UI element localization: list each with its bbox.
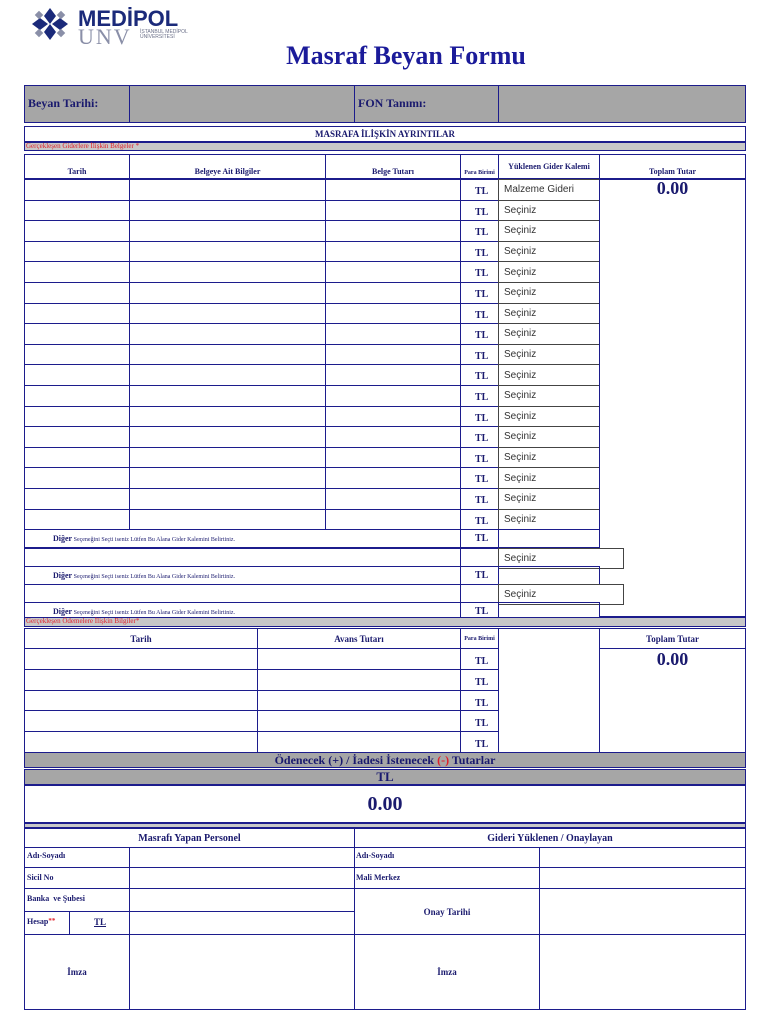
fon-tanimi-label-cell bbox=[354, 85, 499, 123]
expense-amount-cell[interactable] bbox=[325, 447, 461, 469]
payment-currency: TL bbox=[475, 739, 489, 751]
payment-currency: TL bbox=[475, 697, 489, 709]
expense-category-select[interactable]: Seçiniz bbox=[498, 364, 600, 386]
expense-currency: TL bbox=[475, 206, 489, 218]
expense-category-select[interactable]: Seçiniz bbox=[498, 447, 600, 469]
hesap-mark: ** bbox=[48, 917, 56, 925]
expense-currency: TL bbox=[475, 350, 489, 362]
expense-currency: TL bbox=[475, 495, 489, 506]
left-sicil-label: Sicil No bbox=[27, 873, 54, 882]
left-banka-field[interactable] bbox=[129, 888, 355, 912]
expense-date-cell[interactable] bbox=[24, 282, 130, 304]
summary-plus: (+) bbox=[328, 752, 344, 767]
left-imza-label-cell bbox=[24, 934, 130, 1010]
right-mali-field[interactable] bbox=[539, 867, 746, 889]
expense-amount-cell[interactable] bbox=[325, 323, 461, 345]
expense-currency: TL bbox=[475, 433, 489, 445]
expense-currency-cell bbox=[460, 200, 499, 222]
expense-category-select[interactable]: Seçiniz bbox=[498, 261, 600, 283]
expense-currency-cell bbox=[460, 323, 499, 345]
form-title: Masraf Beyan Formu bbox=[286, 41, 526, 70]
summary-minus: (-) bbox=[437, 752, 450, 767]
expense-amount-cell[interactable] bbox=[325, 179, 461, 201]
expense-category-select[interactable]: Seçiniz bbox=[498, 426, 600, 448]
col-para-birimi bbox=[460, 154, 499, 179]
col-gider-kalemi-text: Yüklenen Gider Kalemi bbox=[508, 162, 590, 171]
diger-text: Seçeneğini Seçti iseniz Lütfen Bu Alana Gider Kalemini Belirtiniz. bbox=[72, 573, 236, 580]
expense-info-cell[interactable] bbox=[129, 220, 326, 242]
diger-instruction bbox=[53, 534, 235, 543]
header-row bbox=[24, 85, 746, 123]
col-belge-bilgi bbox=[129, 154, 326, 179]
expense-currency: TL bbox=[475, 247, 489, 259]
expense-info-cell[interactable] bbox=[129, 467, 326, 489]
expense-info-cell[interactable] bbox=[129, 385, 326, 407]
expense-info-cell[interactable] bbox=[129, 344, 326, 366]
diger-instruction bbox=[53, 607, 235, 616]
section2-total-cell bbox=[599, 648, 746, 753]
col-belge-tutari-text: Belge Tutarı bbox=[371, 167, 414, 176]
fon-tanimi-label: FON Tanımı: bbox=[358, 96, 427, 110]
expense-category-select[interactable]: Seçiniz bbox=[498, 467, 600, 489]
expense-amount-cell[interactable] bbox=[325, 282, 461, 304]
diger-blank-cell[interactable] bbox=[498, 566, 600, 585]
expense-currency-cell bbox=[460, 447, 499, 469]
section1-headers bbox=[24, 154, 746, 179]
payment-currency-cell bbox=[460, 669, 499, 691]
diger-currency-cell bbox=[460, 566, 499, 585]
right-sig-title-text: Gideri Yüklenen / Onaylayan bbox=[487, 832, 613, 844]
medipol-logo-icon bbox=[28, 6, 72, 42]
diger-word: Diğer bbox=[53, 534, 73, 544]
expense-currency-cell bbox=[460, 364, 499, 386]
summary-value: 0.00 bbox=[367, 792, 403, 815]
expense-category-select[interactable]: Seçiniz bbox=[498, 406, 600, 428]
summary-title-a: Ödenecek bbox=[274, 752, 329, 767]
expense-info-cell[interactable] bbox=[129, 488, 326, 510]
summary-currency-bar bbox=[24, 769, 746, 785]
expense-currency-cell bbox=[460, 385, 499, 407]
expense-date-cell[interactable] bbox=[24, 200, 130, 222]
expense-info-cell[interactable] bbox=[129, 323, 326, 345]
right-mali-label: Mali Merkez bbox=[356, 873, 401, 882]
diger-instruction bbox=[53, 571, 235, 580]
expense-info-cell[interactable] bbox=[129, 261, 326, 283]
right-imza-field[interactable] bbox=[539, 934, 746, 1010]
summary-title-c: Tutarlar bbox=[449, 752, 496, 767]
expense-info-cell[interactable] bbox=[129, 282, 326, 304]
expense-category-select[interactable]: Seçiniz bbox=[498, 220, 600, 242]
right-imza-label: İmza bbox=[437, 967, 457, 977]
expense-date-cell[interactable] bbox=[24, 323, 130, 345]
diger-word: Diğer bbox=[53, 607, 73, 617]
expense-date-cell[interactable] bbox=[24, 426, 130, 448]
diger-category-select[interactable]: Seçiniz bbox=[498, 584, 624, 605]
col-tarih bbox=[24, 154, 130, 179]
expense-amount-cell[interactable] bbox=[325, 261, 461, 283]
left-hesap-label-cell bbox=[24, 911, 70, 935]
expense-category-select[interactable]: Seçiniz bbox=[498, 509, 600, 531]
expense-currency-cell bbox=[460, 406, 499, 428]
left-imza-label: İmza bbox=[67, 967, 87, 977]
left-sig-title bbox=[24, 828, 355, 848]
col2-para-birimi bbox=[460, 628, 499, 649]
expense-currency-cell bbox=[460, 509, 499, 531]
beyan-tarihi-label-cell bbox=[24, 85, 130, 123]
expense-amount-cell[interactable] bbox=[325, 200, 461, 222]
payment-avans-cell[interactable] bbox=[257, 648, 461, 670]
logo-brand: MEDİPOL bbox=[78, 6, 179, 31]
right-onay-field[interactable] bbox=[539, 888, 746, 935]
expense-category-select[interactable]: Seçiniz bbox=[498, 488, 600, 510]
expense-amount-cell[interactable] bbox=[325, 220, 461, 242]
expense-category-select[interactable]: Seçiniz bbox=[498, 323, 600, 345]
section1-title-text: MASRAFA İLİŞKİN AYRINTILAR bbox=[314, 129, 456, 139]
diger-text: Seçeneğini Seçti iseniz Lütfen Bu Alana Gider Kalemini Belirtiniz. bbox=[72, 537, 236, 544]
col-toplam-text: Toplam Tutar bbox=[648, 167, 697, 176]
left-hesap-field[interactable] bbox=[129, 911, 355, 935]
expense-amount-cell[interactable] bbox=[325, 467, 461, 489]
diger-blank-cell[interactable] bbox=[498, 529, 600, 548]
left-sicil-label-cell bbox=[24, 867, 130, 889]
diger-currency-cell bbox=[460, 529, 499, 548]
payment-date-cell[interactable] bbox=[24, 669, 258, 691]
expense-amount-cell[interactable] bbox=[325, 488, 461, 510]
expense-info-cell[interactable] bbox=[129, 303, 326, 325]
expense-currency: TL bbox=[475, 268, 489, 280]
right-imza-label-cell bbox=[354, 934, 540, 1010]
expense-date-cell[interactable] bbox=[24, 179, 130, 201]
col2-tarih bbox=[24, 628, 258, 649]
expense-currency-cell bbox=[460, 179, 499, 201]
payment-date-cell[interactable] bbox=[24, 731, 258, 753]
expense-currency: TL bbox=[475, 392, 489, 403]
summary-title-b: / İadesi İstenecek bbox=[343, 752, 438, 767]
col2-para-birimi-text: Para Birimi bbox=[464, 635, 495, 642]
diger-category-select[interactable]: Seçiniz bbox=[498, 548, 624, 569]
expense-date-cell[interactable] bbox=[24, 406, 130, 428]
expense-currency: TL bbox=[475, 309, 489, 321]
payment-currency: TL bbox=[475, 718, 489, 730]
summary-currency: TL bbox=[376, 769, 394, 784]
section1-total-value: 0.00 bbox=[656, 178, 689, 198]
expense-date-cell[interactable] bbox=[24, 488, 130, 510]
expense-currency-cell bbox=[460, 220, 499, 242]
diger-text: Seçeneğini Seçti iseniz Lütfen Bu Alana Gider Kalemini Belirtiniz. bbox=[72, 610, 236, 617]
expense-category-select[interactable]: Seçiniz bbox=[498, 303, 600, 325]
expense-amount-cell[interactable] bbox=[325, 385, 461, 407]
expense-category-select[interactable]: Seçiniz bbox=[498, 241, 600, 263]
col-belge-tutari bbox=[325, 154, 461, 179]
expense-currency: TL bbox=[475, 474, 489, 486]
summary-value-cell bbox=[24, 785, 746, 823]
expense-currency: TL bbox=[475, 227, 489, 239]
payment-currency-cell bbox=[460, 690, 499, 712]
beyan-tarihi-field[interactable] bbox=[129, 85, 355, 123]
expense-currency-cell bbox=[460, 241, 499, 263]
expense-category-select[interactable]: Seçiniz bbox=[498, 282, 600, 304]
expense-currency-cell bbox=[460, 282, 499, 304]
diger-currency: TL bbox=[475, 606, 489, 618]
diger-currency: TL bbox=[475, 569, 489, 581]
diger-currency: TL bbox=[475, 533, 489, 545]
summary-title-bar bbox=[24, 752, 746, 768]
expense-category-select[interactable]: Seçiniz bbox=[498, 200, 600, 222]
diger-currency-cell2 bbox=[460, 584, 499, 603]
summary-title bbox=[275, 753, 496, 768]
left-hesap-tl-cell bbox=[69, 911, 130, 935]
left-banka-label-cell bbox=[24, 888, 130, 912]
expense-currency: TL bbox=[475, 186, 489, 197]
col-para-birimi-text: Para Birimi bbox=[464, 170, 495, 176]
expense-date-cell[interactable] bbox=[24, 241, 130, 263]
col-tarih-text: Tarih bbox=[67, 167, 87, 176]
right-adi-field[interactable] bbox=[539, 847, 746, 868]
expense-currency: TL bbox=[475, 515, 489, 527]
expense-info-cell[interactable] bbox=[129, 509, 326, 531]
expense-amount-cell[interactable] bbox=[325, 509, 461, 531]
left-adi-field[interactable] bbox=[129, 847, 355, 868]
expense-date-cell[interactable] bbox=[24, 303, 130, 325]
left-adi-label-cell bbox=[24, 847, 130, 868]
expense-info-cell[interactable] bbox=[129, 406, 326, 428]
expense-amount-cell[interactable] bbox=[325, 364, 461, 386]
signature-section bbox=[24, 828, 746, 1010]
diger-word: Diğer bbox=[53, 570, 73, 580]
expense-date-cell[interactable] bbox=[24, 261, 130, 283]
left-sig-title-text: Masrafı Yapan Personel bbox=[138, 832, 241, 844]
payment-avans-cell[interactable] bbox=[257, 669, 461, 691]
diger-instruction-row bbox=[24, 566, 461, 585]
payment-currency-cell bbox=[460, 648, 499, 670]
right-mali-label-cell bbox=[354, 867, 540, 889]
payment-section bbox=[24, 628, 746, 753]
payment-avans-cell[interactable] bbox=[257, 731, 461, 753]
payment-currency-cell bbox=[460, 710, 499, 732]
logo bbox=[28, 6, 208, 49]
expense-info-cell[interactable] bbox=[129, 200, 326, 222]
hesap-text: Hesap bbox=[27, 917, 49, 926]
logo-tagline: İSTANBUL MEDİPOL ÜNİVERSİTESİ bbox=[140, 29, 188, 40]
col2-blank bbox=[498, 628, 600, 753]
expense-date-cell[interactable] bbox=[24, 344, 130, 366]
section1-title bbox=[24, 126, 746, 142]
expense-currency: TL bbox=[475, 371, 489, 383]
payment-avans-cell[interactable] bbox=[257, 710, 461, 732]
payment-currency: TL bbox=[475, 656, 489, 667]
diger-input-row[interactable] bbox=[24, 584, 461, 603]
right-sig-title bbox=[354, 828, 746, 848]
expense-date-cell[interactable] bbox=[24, 364, 130, 386]
right-onay-label-cell bbox=[354, 888, 540, 935]
hesap-tl: TL bbox=[94, 917, 107, 927]
payment-currency: TL bbox=[475, 676, 489, 688]
section2-subtitle-bar bbox=[24, 617, 746, 627]
beyan-tarihi-label: Beyan Tarihi: bbox=[28, 96, 99, 110]
col-belge-bilgi-text: Belgeye Ait Bilgiler bbox=[194, 167, 261, 176]
col-toplam bbox=[599, 154, 746, 179]
expense-category-select[interactable]: Seçiniz bbox=[498, 344, 600, 366]
col2-avans-text: Avans Tutarı bbox=[334, 633, 384, 644]
expense-info-cell[interactable] bbox=[129, 447, 326, 469]
expense-category-select[interactable]: Malzeme Gideri bbox=[498, 179, 600, 201]
expense-date-cell[interactable] bbox=[24, 509, 130, 531]
expense-amount-cell[interactable] bbox=[325, 406, 461, 428]
left-imza-field[interactable] bbox=[129, 934, 355, 1010]
col2-toplam bbox=[599, 628, 746, 649]
expense-info-cell[interactable] bbox=[129, 179, 326, 201]
expense-date-cell[interactable] bbox=[24, 467, 130, 489]
expense-amount-cell[interactable] bbox=[325, 426, 461, 448]
diger-currency-cell2 bbox=[460, 548, 499, 567]
expense-date-cell[interactable] bbox=[24, 220, 130, 242]
payment-date-cell[interactable] bbox=[24, 648, 258, 670]
expense-currency: TL bbox=[475, 412, 489, 424]
logo-sub: UNV bbox=[78, 24, 132, 49]
expense-currency-cell bbox=[460, 303, 499, 325]
right-onay-label: Onay Tarihi bbox=[423, 906, 471, 917]
diger-instruction-row bbox=[24, 529, 461, 548]
right-adi-label-cell bbox=[354, 847, 540, 868]
expense-date-cell[interactable] bbox=[24, 447, 130, 469]
expense-amount-cell[interactable] bbox=[325, 344, 461, 366]
expense-currency: TL bbox=[475, 330, 489, 342]
expense-currency-cell bbox=[460, 261, 499, 283]
left-adi-label: Adı-Soyadı bbox=[27, 851, 66, 860]
expense-category-select[interactable]: Seçiniz bbox=[498, 385, 600, 407]
payment-avans-cell[interactable] bbox=[257, 690, 461, 712]
expense-currency: TL bbox=[475, 453, 489, 465]
left-hesap-label bbox=[27, 917, 55, 926]
expense-currency-cell bbox=[460, 488, 499, 510]
expense-rows bbox=[24, 179, 746, 617]
col-gider-kalemi bbox=[498, 154, 600, 179]
left-banka-label: Banka ve Şubesi bbox=[27, 894, 86, 903]
col2-tarih-text: Tarih bbox=[130, 633, 152, 644]
payment-date-cell[interactable] bbox=[24, 690, 258, 712]
expense-info-cell[interactable] bbox=[129, 241, 326, 263]
payment-date-cell[interactable] bbox=[24, 710, 258, 732]
fon-tanimi-field[interactable] bbox=[498, 85, 746, 123]
col2-avans bbox=[257, 628, 461, 649]
diger-input-row[interactable] bbox=[24, 548, 461, 567]
expense-info-cell[interactable] bbox=[129, 426, 326, 448]
left-sicil-field[interactable] bbox=[129, 867, 355, 889]
right-adi-label: Adı-Soyadı bbox=[356, 851, 395, 860]
expense-currency-cell bbox=[460, 344, 499, 366]
expense-date-cell[interactable] bbox=[24, 385, 130, 407]
section1-subtitle: Gerçekleşen Giderlere İlişkin Belgeler * bbox=[26, 142, 140, 150]
section2-total-value: 0.00 bbox=[656, 649, 689, 669]
expense-currency: TL bbox=[475, 289, 489, 300]
section1-subtitle-bar bbox=[24, 142, 746, 151]
expense-currency-cell bbox=[460, 426, 499, 448]
section2-subtitle: Gerçekleşen Ödemelere İlişkin Bilgiler* bbox=[26, 617, 140, 625]
expense-amount-cell[interactable] bbox=[325, 303, 461, 325]
expense-info-cell[interactable] bbox=[129, 364, 326, 386]
expense-currency-cell bbox=[460, 467, 499, 489]
payment-currency-cell bbox=[460, 731, 499, 753]
col2-toplam-text: Toplam Tutar bbox=[646, 633, 699, 644]
expense-amount-cell[interactable] bbox=[325, 241, 461, 263]
